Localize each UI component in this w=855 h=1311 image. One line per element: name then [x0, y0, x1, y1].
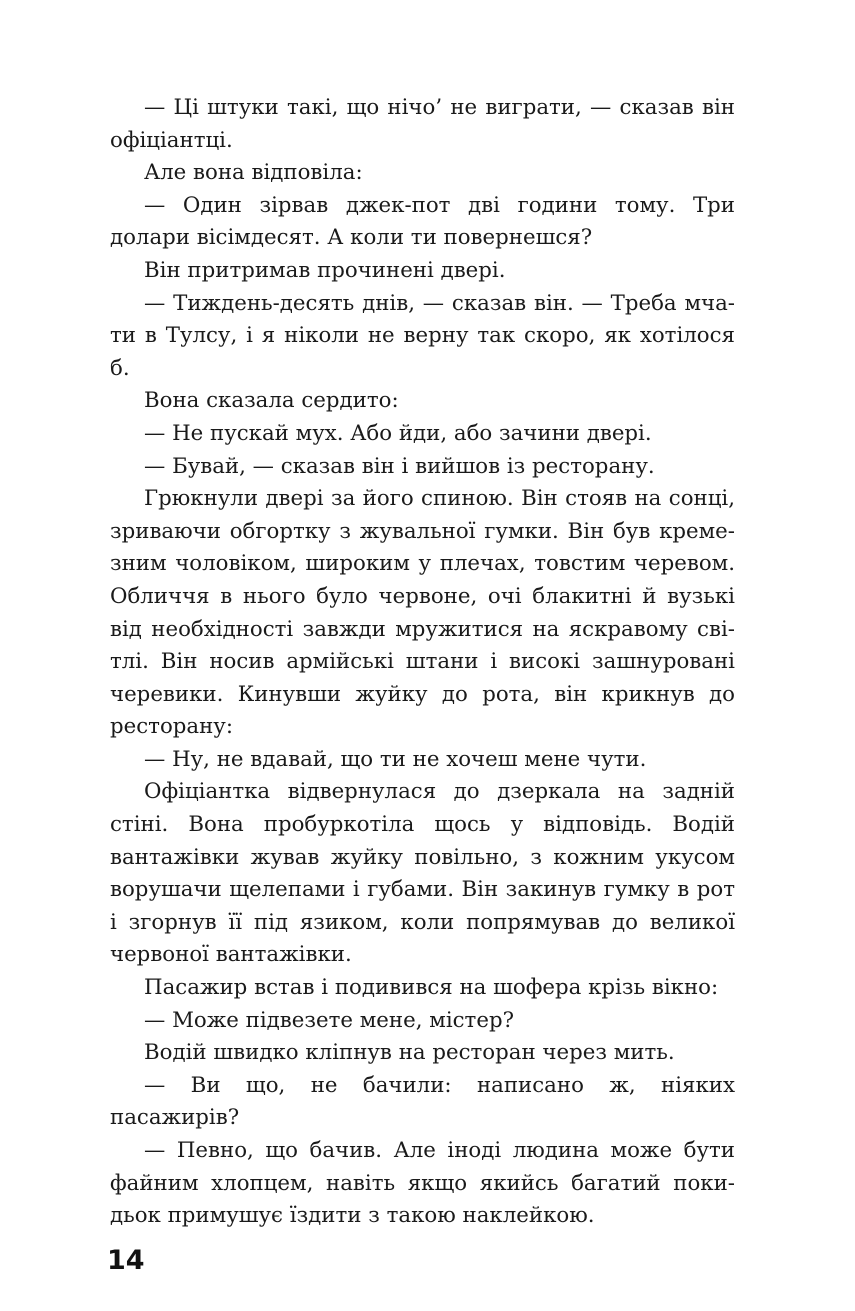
paragraph: — Не пускай мух. Або йди, або зачини двері. [144, 420, 652, 446]
paragraph: Пасажир встав і подивився на шофера крізь вікно: [144, 975, 719, 1001]
paragraph: Водій швидко кліпнув на ресторан через мить. [144, 1040, 675, 1066]
paragraph: Вона сказала сердито: [144, 388, 399, 414]
paragraph: — Тиждень-десять днів, — сказав він. — Треба мчати в Тулсу, і я ніколи не верну так скоро, як хотілося б. [110, 290, 735, 381]
paragraph: Він притримав прочинені двері. [144, 257, 506, 283]
page-number: 14 [107, 1245, 145, 1276]
paragraph: — Бувай, — сказав він і вийшов із ресторану. [144, 453, 655, 479]
paragraph: — Ці штуки такі, що нічо’ не виграти, — сказав він офіціантці. [110, 95, 735, 153]
paragraph: — Ви що, не бачили: написано ж, ніяких пасажирів? [110, 1072, 735, 1131]
paragraph: — Може підвезете мене, містер? [144, 1007, 514, 1033]
paragraph: Але вона відповіла: [144, 160, 363, 186]
paragraph: Офіціантка відвернулася до дзеркала на задній стіні. Вона пробуркотіла щось у відповідь. Водій вантажівки жував жуйку повільно, з кожним укусом ворушачи щелепами і губами. Він закинув гумку в рот і згорнув її під язиком, коли попрямував до великої червоної вантажівки. [110, 779, 735, 968]
paragraph: — Один зірвав джек-пот дві години тому. Три долари вісімдесят. А коли ти повернешся? [110, 192, 735, 251]
paragraph: Грюкнули двері за його спиною. Він стояв на сонці, зриваючи обгортку з жувальної гумки. Він був кремезним чоловіком, широким у плечах, товстим черевом. Обличчя в нього було червоне, очі блакитні й вузькі від необхідності завжди мружитися на яскравому світлі. Він носив армійські штани і високі зашнуровані черевики. Кинувши жуйку до рота, він крикнув до ресторану: [110, 486, 735, 740]
body-text [110, 92, 735, 1233]
paragraph: — Певно, що бачив. Але іноді людина може бути файним хлопцем, навіть якщо якийсь багатий покидьок примушує їздити з такою наклейкою. [110, 1138, 735, 1229]
paragraph: — Ну, не вдавай, що ти не хочеш мене чути. [144, 746, 647, 772]
